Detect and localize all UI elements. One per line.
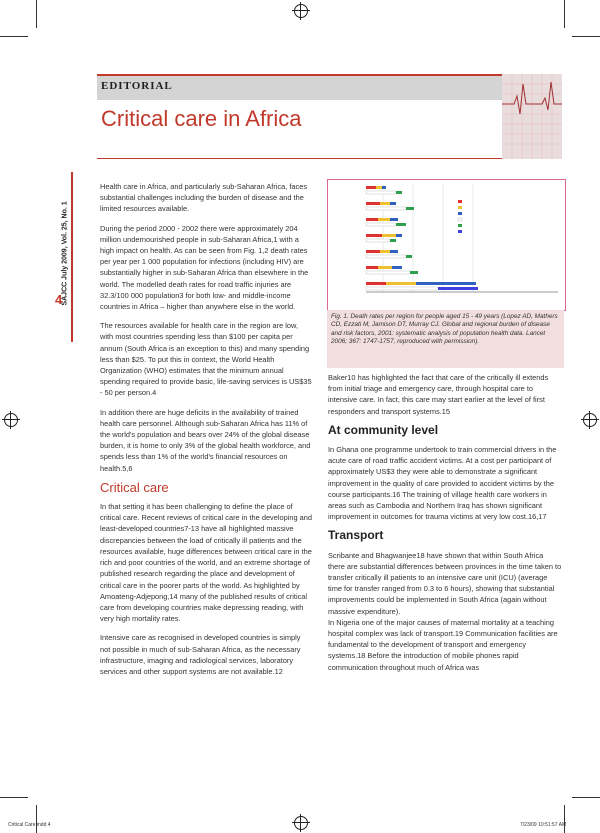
crop-mark <box>36 805 37 833</box>
crop-mark <box>564 0 565 28</box>
registration-mark-bottom <box>294 816 308 830</box>
paragraph: In that setting it has been challenging to define the place of critical care. Recent reviews of critical care in the developing and least-developed countries7-13 have all highlighted massive discrepancies between the load of critically ill patients and the resources available, huge differences between critical care in the rich and poor countries of the world, and an extreme shortage of published research regarding the place and development of critical care in the poorer parts of the world. As highlighted by Amoateng-Adjepong,14 many of the published results of critical care from developing countries make depressing reading, with very high mortality rates. <box>100 502 312 624</box>
registration-mark-top <box>294 4 308 18</box>
crop-mark <box>36 0 37 28</box>
side-running-head <box>55 172 71 342</box>
paragraph: Scribante and Bhagwanjee18 have shown that within South Africa there are substantial differences between provinces in the time taken to transfer critically ill patients to an intensive care unit (ICU) (average time for transfer ranged from 0.3 to 6 hours), showing that substantial improvements could be implemented in South Africa (again without massive expenditure). <box>328 550 562 616</box>
crop-mark <box>572 797 600 798</box>
crop-mark <box>572 36 600 37</box>
editorial-header <box>97 74 502 159</box>
registration-mark-left <box>4 413 18 427</box>
heading-critical-care: Critical care <box>100 479 169 495</box>
footer-file-slug: Critical Care.indd 4 <box>8 822 51 828</box>
paragraph: In Nigeria one of the major causes of maternal mortality at a teaching hospital complex was lack of transport.19 Communication facilities are fundamental to the development of transport and emergency systems.18 Before the introduction of mobile phones rapid communication throughout much of Africa was <box>328 617 558 672</box>
section-label: EDITORIAL <box>101 80 173 92</box>
crop-mark <box>564 805 565 833</box>
paragraph: During the period 2000 - 2002 there were approximately 204 million undernourished people in sub-Saharan Africa,1 with a high impact on health. As can be seen from Fig. 1,2 death rates per year per 1 000 population for infections (including HIV) are substantially higher in sub-Saharan Africa than elsewhere in the world. The modelled death rates for road traffic injuries are 32.3/100 000 population3 for both low- and middle-income countries in Africa – higher than anywhere else in the world. <box>100 223 309 312</box>
heading-community-level: At community level <box>328 422 439 437</box>
page-title: Critical care in Africa <box>101 106 302 131</box>
figure-death-rates-chart <box>327 179 566 311</box>
side-accent-bar <box>71 172 73 342</box>
heading-transport: Transport <box>328 528 384 543</box>
paragraph: The resources available for health care in the region are low, with most countries spending less than $100 per capita per annum (South Africa is an exception to this) and many spending less than $25. To put this in context, the World Health Organization (WHO) estimates that the minimum annual spending required to provide basic, life-saving services is US$35 - 50 per person.4 <box>100 321 312 398</box>
ecg-decoration-image <box>502 74 562 159</box>
paragraph: Intensive care as recognised in developed countries is simply not possible in much of sub-Saharan Africa, as the necessary infrastructure, imaging and radiological services, laboratory services and other support systems are not available.12 <box>100 633 301 676</box>
page-number: 4 <box>55 292 63 307</box>
registration-mark-right <box>583 413 597 427</box>
header-divider <box>97 158 502 159</box>
figure-caption: Fig. 1. Death rates per region for people aged 15 - 49 years (Lopez AD, Mathers CD, Ezzati M, Jamison DT, Murray CJ. Global and regional burden of disease and risk factors, 2001: systematic analysis of population health data. Lancet 2006; 367: 1747-1757, reproduced with permission). <box>327 310 564 368</box>
paragraph: Baker10 has highlighted the fact that care of the critically ill extends from initial triage and emergency care, through hospital care to intensive care. In fact, this care may start earlier at the level of first responders and transport systems.15 <box>328 373 549 416</box>
crop-mark <box>0 36 28 37</box>
right-column <box>328 372 562 681</box>
journal-info: SAJCC July 2009, Vol. 25, No. 1 <box>61 201 69 306</box>
left-column <box>100 181 312 685</box>
paragraph: In Ghana one programme undertook to train commercial drivers in the acute care of road traffic accident victims. At a cost per participant of approximately US$3 they were able to demonstrate a significant improvement in the quality of care provided to accident victims by the course participants.16 The training of village health care workers in areas such as Cambodia and Northern Iraq has shown significant improvement in outcomes for trauma victims at very low cost.16,17 <box>328 445 557 522</box>
crop-mark <box>0 797 28 798</box>
footer-timestamp: 7/23/09 10:51:57 AM <box>520 822 567 828</box>
paragraph: In addition there are huge deficits in the availability of trained health care personnel. Although sub-Saharan Africa has 11% of the world's population and bears over 24% of the global disease burden, it is home to only 3% of the global health workforce, and spends less than 1% of the world's financial resources on health.5,6 <box>100 407 311 473</box>
paragraph: Health care in Africa, and particularly sub-Saharan Africa, faces substantial challenges including the burden of disease and the limited resources available. <box>100 182 308 214</box>
